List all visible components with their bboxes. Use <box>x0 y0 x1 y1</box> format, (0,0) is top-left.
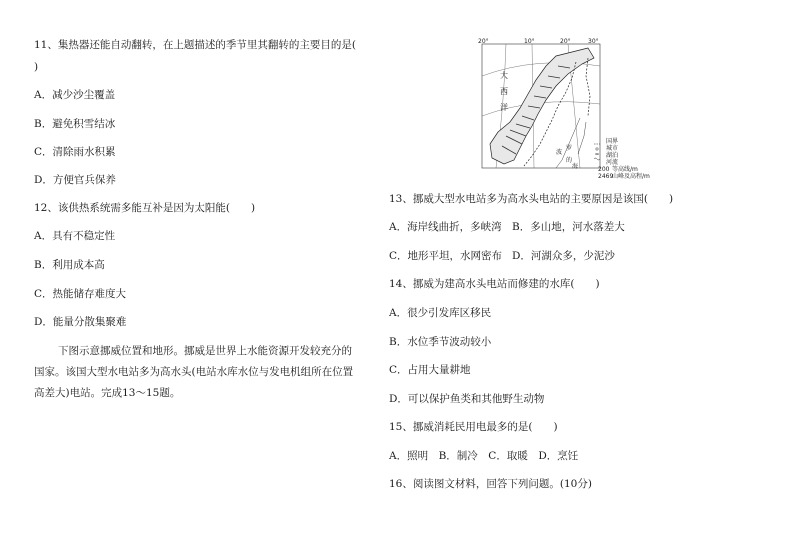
question-15-text: 15、挪威消耗民用电最多的是( ) <box>389 421 558 433</box>
q14-option-d: D．可以保护鱼类和其他野生动物 <box>389 393 545 405</box>
intro-line-3: 高差大)电站。完成13～15题。 <box>34 387 181 399</box>
question-13-text: 13、挪威大型水电站多为高水头电站的主要原因是该国( ) <box>389 193 674 205</box>
question-11-text: 11、集热器还能自动翻转，在上题描述的季节里其翻转的主要目的是( <box>34 39 356 51</box>
question-16-text: 16、阅读图文材料，回答下列问题。(10分) <box>389 478 592 490</box>
atlantic-label: 洋 <box>500 103 508 112</box>
intro-line-1: 下图示意挪威位置和地形。挪威是世界上水能资源开发较充分的 <box>58 345 352 357</box>
legend-city-label: 城市 <box>606 145 619 152</box>
q11-option-b: B．避免积雪结冰 <box>34 118 116 130</box>
question-14-text: 14、挪威为建高水头电站而修建的水库( ) <box>389 278 600 290</box>
q13-option-c: C．地形平坦，水网密布 <box>389 250 503 262</box>
q12-option-d: D．能量分散集聚难 <box>34 316 127 328</box>
map-lon-label: 20° <box>478 38 489 45</box>
legend-peak-value: 2469 <box>598 173 614 180</box>
q11-option-d: D．方便官兵保养 <box>34 174 116 186</box>
q12-option-a: A．具有不稳定性 <box>34 230 116 242</box>
atlantic-label: 大 <box>500 71 508 80</box>
norway-map-svg <box>476 36 606 176</box>
q12-option-b: B．利用成本高 <box>34 259 105 271</box>
map-lon-label: 20° <box>560 38 571 45</box>
q11-option-c: C．清除雨水积累 <box>34 146 116 158</box>
map-lon-label: 10° <box>524 38 535 45</box>
norway-map <box>476 36 606 176</box>
question-12-text: 12、该供热系统需多能互补是因为太阳能( ) <box>34 202 256 214</box>
q13-option-d: D．河湖众多，少泥沙 <box>512 250 615 262</box>
legend-river-label: 河流 <box>606 159 619 166</box>
intro-line-2: 国家。该国大型水电站多为高水头(电站水库水位与发电机组所在位置 <box>34 366 354 378</box>
legend-border-label: 国界 <box>606 138 619 145</box>
q13-option-b: B．多山地，河水落差大 <box>512 221 625 233</box>
legend-contour-value: 200 <box>598 166 610 173</box>
baltic-label: 的 <box>566 157 573 164</box>
legend-contour-label: 等高线/m <box>612 166 638 173</box>
question-11-continuation: ) <box>34 61 39 73</box>
q14-option-c: C．占用大量耕地 <box>389 364 471 376</box>
atlantic-label: 西 <box>500 87 508 96</box>
map-lon-label: 30° <box>588 38 599 45</box>
q15-options: A．照明 B．制冷 C．取暖 D．烹饪 <box>389 450 579 462</box>
legend-lake-swatch <box>595 153 599 155</box>
baltic-label: 罗 <box>566 145 573 152</box>
baltic-label: 波 <box>556 149 563 156</box>
q14-option-a: A．很少引发库区移民 <box>389 307 492 319</box>
baltic-label: 海 <box>572 163 579 170</box>
q12-option-c: C．热能储存难度大 <box>34 288 127 300</box>
legend-peak-label: 山峰及高程/m <box>612 173 650 180</box>
legend-lake-label: 湖泊 <box>606 152 619 159</box>
q14-option-b: B．水位季节波动较小 <box>389 336 492 348</box>
q11-option-a: A．减少沙尘覆盖 <box>34 89 116 101</box>
q13-option-a: A．海岸线曲折，多峡湾 <box>389 221 502 233</box>
